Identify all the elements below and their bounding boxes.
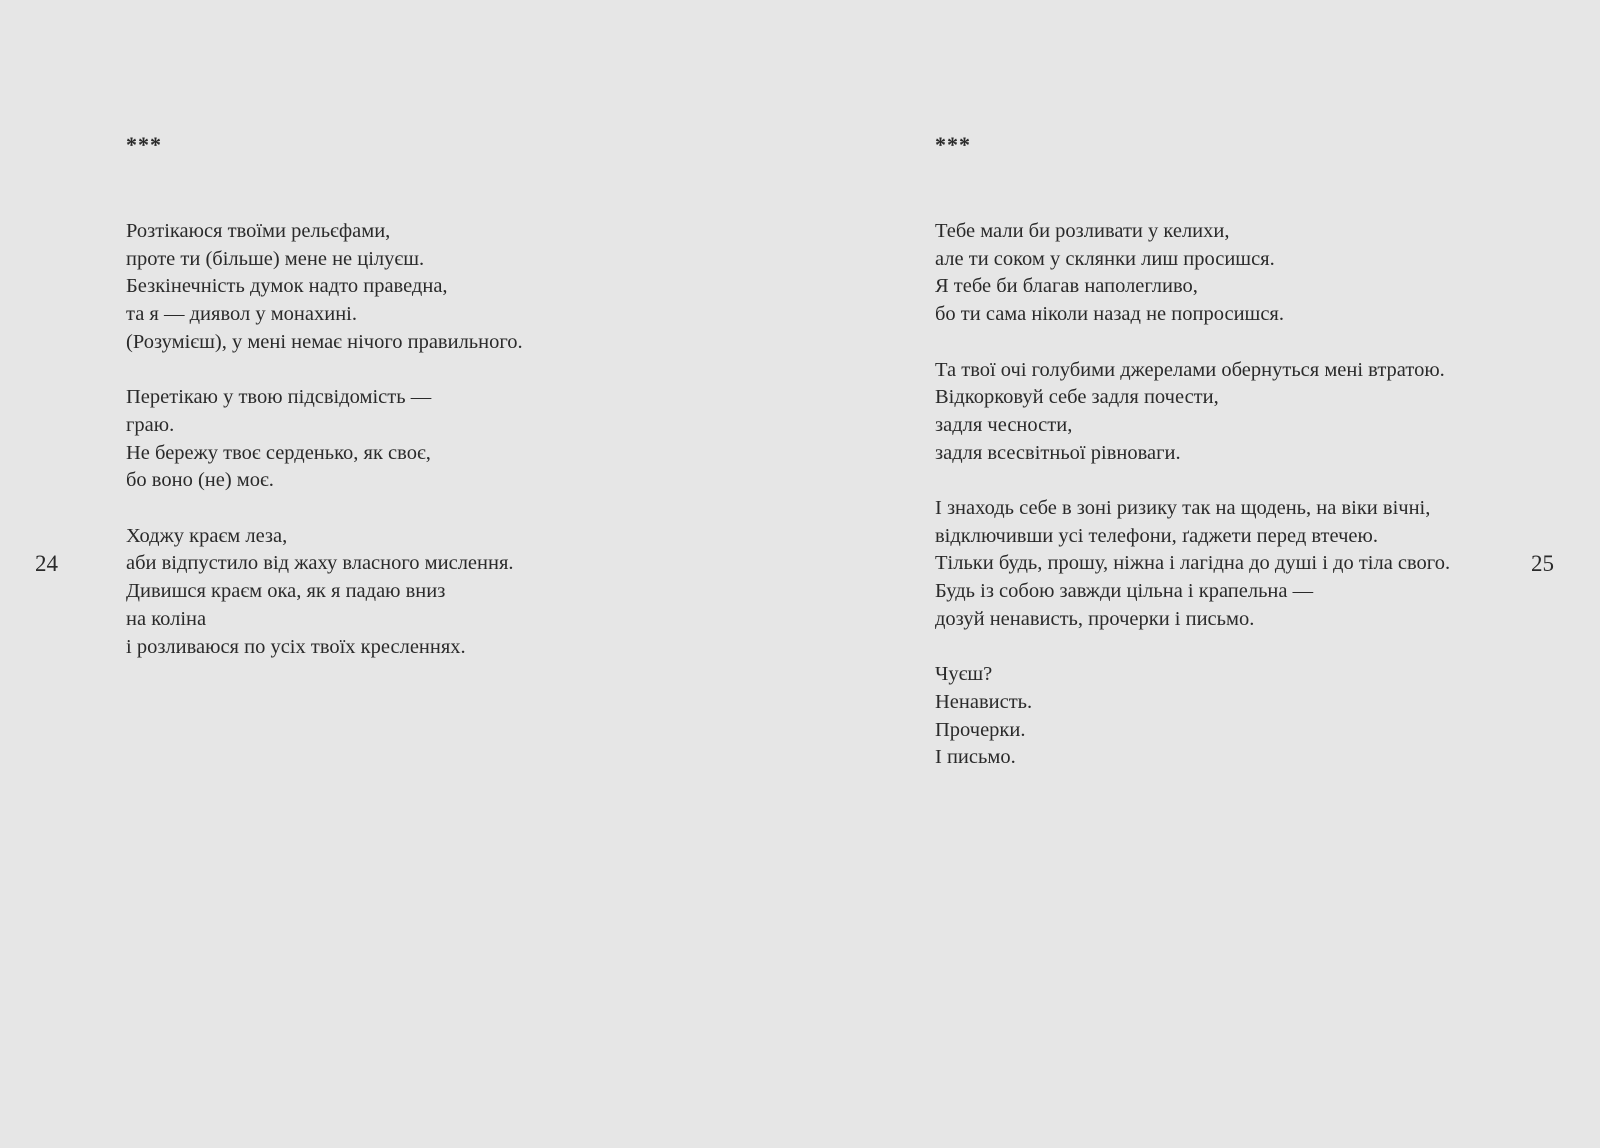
poem-line: Не бережу твоє серденько, як своє,	[126, 441, 431, 464]
poem-line: Перетікаю у твою підсвідомість —	[126, 386, 432, 409]
stanza	[126, 218, 766, 357]
poem-left	[126, 218, 766, 661]
page-number: 25	[1531, 551, 1554, 576]
section-separator: ***	[126, 132, 162, 157]
poem-line: Ходжу краєм леза,	[126, 524, 288, 547]
poem-line: І письмо.	[935, 746, 1016, 769]
poem-line: Тебе мали би розливати у келихи,	[935, 220, 1230, 242]
poem-line: Ненависть.	[935, 690, 1033, 713]
poem-line: Дивишся краєм ока, як я падаю вниз	[126, 580, 446, 603]
poem-right	[935, 218, 1455, 772]
poem-line: І знаходь себе в зоні ризику так на щодень, на віки вічні,	[935, 497, 1431, 519]
poem-line: дозуй ненависть, прочерки і письмо.	[935, 607, 1255, 630]
poem-line: Та твої очі голубими джерелами обернуться мені втратою.	[935, 358, 1445, 381]
poem-line: Відкорковуй себе задля почести,	[935, 386, 1219, 409]
poem-line: бо ти сама ніколи назад не попросишся.	[935, 303, 1284, 326]
poem-line: але ти соком у склянки лиш просишся.	[935, 247, 1275, 270]
poem-line: граю.	[126, 413, 175, 436]
stanza	[935, 495, 1455, 634]
poem-line: аби відпустило від жаху власного мислення.	[126, 552, 514, 575]
poem-line: задля чесности,	[935, 413, 1073, 436]
section-separator: ***	[935, 132, 971, 157]
poem-line: Будь із собою завжди цільна і крапельна —	[935, 580, 1314, 603]
poem-line: Чуєш?	[935, 663, 993, 686]
right-page	[800, 0, 1600, 1148]
poem-line: на коліна	[126, 607, 207, 630]
stanza	[935, 218, 1455, 329]
poem-line: Розтікаюся твоїми рельєфами,	[126, 220, 391, 242]
poem-line: Я тебе би благав наполегливо,	[935, 275, 1198, 298]
poem-line: Тільки будь, прошу, ніжна і лагідна до душі і до тіла свого.	[935, 552, 1451, 575]
stanza	[126, 523, 766, 662]
poem-line: проте ти (більше) мене не цілуєш.	[126, 247, 425, 270]
stanza	[126, 384, 766, 495]
stanza	[935, 661, 1455, 772]
poem-line: (Розумієш), у мені немає нічого правильного.	[126, 330, 523, 353]
page-number: 24	[35, 551, 58, 576]
poem-line: і розливаюся по усіх твоїх кресленнях.	[126, 635, 466, 658]
poem-line: бо воно (не) моє.	[126, 469, 274, 492]
poem-line: та я — диявол у монахині.	[126, 303, 357, 326]
poem-line: Безкінечність думок надто праведна,	[126, 275, 448, 298]
poem-line: відключивши усі телефони, ґаджети перед втечею.	[935, 524, 1378, 547]
poem-line: Прочерки.	[935, 718, 1026, 741]
stanza	[935, 357, 1455, 468]
poem-line: задля всесвітньої рівноваги.	[935, 441, 1181, 464]
